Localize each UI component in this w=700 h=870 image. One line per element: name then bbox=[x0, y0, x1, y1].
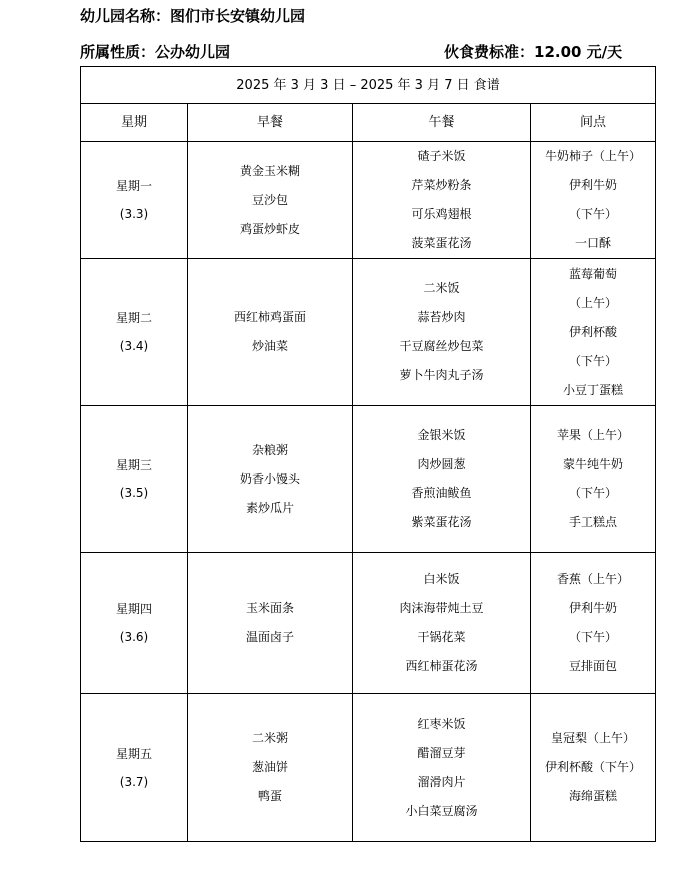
lunch-cell bbox=[353, 406, 531, 553]
breakfast-item: 葱油饼 bbox=[251, 760, 288, 774]
breakfast-cell bbox=[188, 406, 353, 553]
lunch-item: 金银米饭 bbox=[417, 428, 466, 442]
date-label: (3.5) bbox=[119, 486, 149, 500]
column-header-breakfast: 早餐 bbox=[188, 104, 353, 142]
day-cell bbox=[81, 259, 188, 406]
snack-item: （上午） bbox=[569, 295, 618, 310]
day-cell bbox=[81, 142, 188, 259]
snack-item: 伊利牛奶 bbox=[569, 178, 618, 192]
lunch-item: 溜滑肉片 bbox=[417, 774, 466, 789]
day-label: 星期四 bbox=[115, 602, 152, 616]
lunch-item: 醋溜豆芽 bbox=[417, 745, 466, 760]
lunch-item: 二米饭 bbox=[423, 281, 460, 295]
day-cell bbox=[81, 553, 188, 694]
weekly-menu-table bbox=[80, 66, 656, 842]
breakfast-cell bbox=[188, 694, 353, 842]
snack-item: 蓝莓葡萄 bbox=[569, 266, 618, 281]
lunch-item: 干锅花菜 bbox=[417, 630, 466, 644]
menu-title: 2025 年 3 月 3 日 – 2025 年 3 月 7 日 食谱 bbox=[81, 67, 656, 104]
table-row bbox=[81, 259, 656, 406]
lunch-item: 肉沫海带炖土豆 bbox=[399, 601, 484, 615]
breakfast-cell bbox=[188, 142, 353, 259]
day-cell bbox=[81, 406, 188, 553]
snack-item: 苹果（上午） bbox=[557, 428, 630, 442]
day-label: 星期二 bbox=[115, 311, 152, 325]
snack-cell bbox=[531, 406, 656, 553]
breakfast-item: 素炒瓜片 bbox=[245, 500, 294, 515]
breakfast-item: 鸭蛋 bbox=[257, 789, 282, 803]
lunch-item: 萝卜牛肉丸子汤 bbox=[399, 368, 484, 382]
column-header-lunch: 午餐 bbox=[353, 104, 531, 142]
breakfast-item: 鸡蛋炒虾皮 bbox=[239, 221, 300, 236]
snack-cell bbox=[531, 259, 656, 406]
snack-item: 香蕉（上午） bbox=[557, 572, 630, 586]
breakfast-item: 玉米面条 bbox=[245, 601, 294, 615]
lunch-item: 可乐鸡翅根 bbox=[411, 207, 472, 221]
lunch-cell bbox=[353, 553, 531, 694]
breakfast-item: 炒油菜 bbox=[251, 339, 288, 353]
snack-item: 伊利牛奶 bbox=[569, 601, 618, 615]
breakfast-item: 二米粥 bbox=[251, 731, 288, 745]
snack-cell bbox=[531, 553, 656, 694]
lunch-item: 白米饭 bbox=[423, 572, 460, 586]
lunch-cell bbox=[353, 259, 531, 406]
column-header-snack: 间点 bbox=[531, 104, 656, 142]
lunch-item: 蒜苔炒肉 bbox=[417, 310, 466, 324]
lunch-cell bbox=[353, 694, 531, 842]
table-row bbox=[81, 406, 656, 553]
lunch-item: 干豆腐丝炒包菜 bbox=[399, 339, 484, 353]
date-label: (3.7) bbox=[119, 774, 149, 789]
snack-item: 牛奶柿子（上午） bbox=[545, 149, 642, 163]
day-label: 星期一 bbox=[115, 179, 152, 193]
breakfast-cell bbox=[188, 259, 353, 406]
snack-item: 海绵蛋糕 bbox=[569, 789, 618, 803]
lunch-cell bbox=[353, 142, 531, 259]
lunch-item: 小白菜豆腐汤 bbox=[405, 803, 478, 818]
snack-item: 豆排面包 bbox=[569, 659, 618, 673]
breakfast-item: 温面卤子 bbox=[245, 630, 294, 644]
snack-item: 手工糕点 bbox=[569, 515, 618, 529]
snack-item: （下午） bbox=[569, 486, 618, 500]
kindergarten-nature: 所属性质：公办幼儿园 bbox=[80, 43, 231, 61]
day-cell bbox=[81, 694, 188, 842]
snack-item: 伊利杯酸（下午） bbox=[545, 760, 642, 774]
snack-item: （下午） bbox=[569, 353, 618, 368]
snack-cell bbox=[531, 142, 656, 259]
breakfast-item: 黄金玉米糊 bbox=[239, 163, 300, 178]
breakfast-item: 奶香小馒头 bbox=[239, 471, 300, 486]
kindergarten-name: 幼儿园名称：图们市长安镇幼儿园 bbox=[80, 7, 306, 25]
lunch-item: 芹菜炒粉条 bbox=[411, 178, 472, 192]
lunch-item: 碴子米饭 bbox=[417, 149, 466, 163]
lunch-item: 菠菜蛋花汤 bbox=[411, 236, 472, 250]
breakfast-item: 杂粮粥 bbox=[251, 442, 288, 457]
table-row bbox=[81, 553, 656, 694]
table-row bbox=[81, 694, 656, 842]
breakfast-cell bbox=[188, 553, 353, 694]
day-label: 星期三 bbox=[115, 458, 152, 472]
table-row bbox=[81, 142, 656, 259]
breakfast-item: 豆沙包 bbox=[251, 192, 288, 207]
lunch-item: 肉炒圆葱 bbox=[417, 457, 466, 471]
meal-fee-standard: 伙食费标准：12.00 元/天 bbox=[444, 43, 623, 61]
snack-item: （下午） bbox=[569, 630, 618, 644]
snack-item: （下午） bbox=[569, 207, 618, 221]
snack-item: 皇冠梨（上午） bbox=[551, 731, 636, 745]
lunch-item: 紫菜蛋花汤 bbox=[411, 515, 472, 529]
lunch-item: 红枣米饭 bbox=[417, 716, 466, 731]
date-label: (3.4) bbox=[119, 339, 149, 353]
table-header-row bbox=[81, 104, 656, 142]
snack-item: 一口酥 bbox=[575, 236, 612, 250]
column-header-day: 星期 bbox=[81, 104, 188, 142]
snack-item: 伊利杯酸 bbox=[569, 324, 618, 339]
date-label: (3.3) bbox=[119, 207, 149, 221]
snack-item: 蒙牛纯牛奶 bbox=[563, 457, 624, 471]
snack-cell bbox=[531, 694, 656, 842]
date-label: (3.6) bbox=[119, 630, 149, 644]
day-label: 星期五 bbox=[115, 746, 152, 761]
breakfast-item: 西红柿鸡蛋面 bbox=[233, 310, 306, 324]
lunch-item: 西红柿蛋花汤 bbox=[405, 659, 478, 673]
snack-item: 小豆丁蛋糕 bbox=[563, 382, 624, 397]
lunch-item: 香煎油鲅鱼 bbox=[411, 486, 472, 500]
